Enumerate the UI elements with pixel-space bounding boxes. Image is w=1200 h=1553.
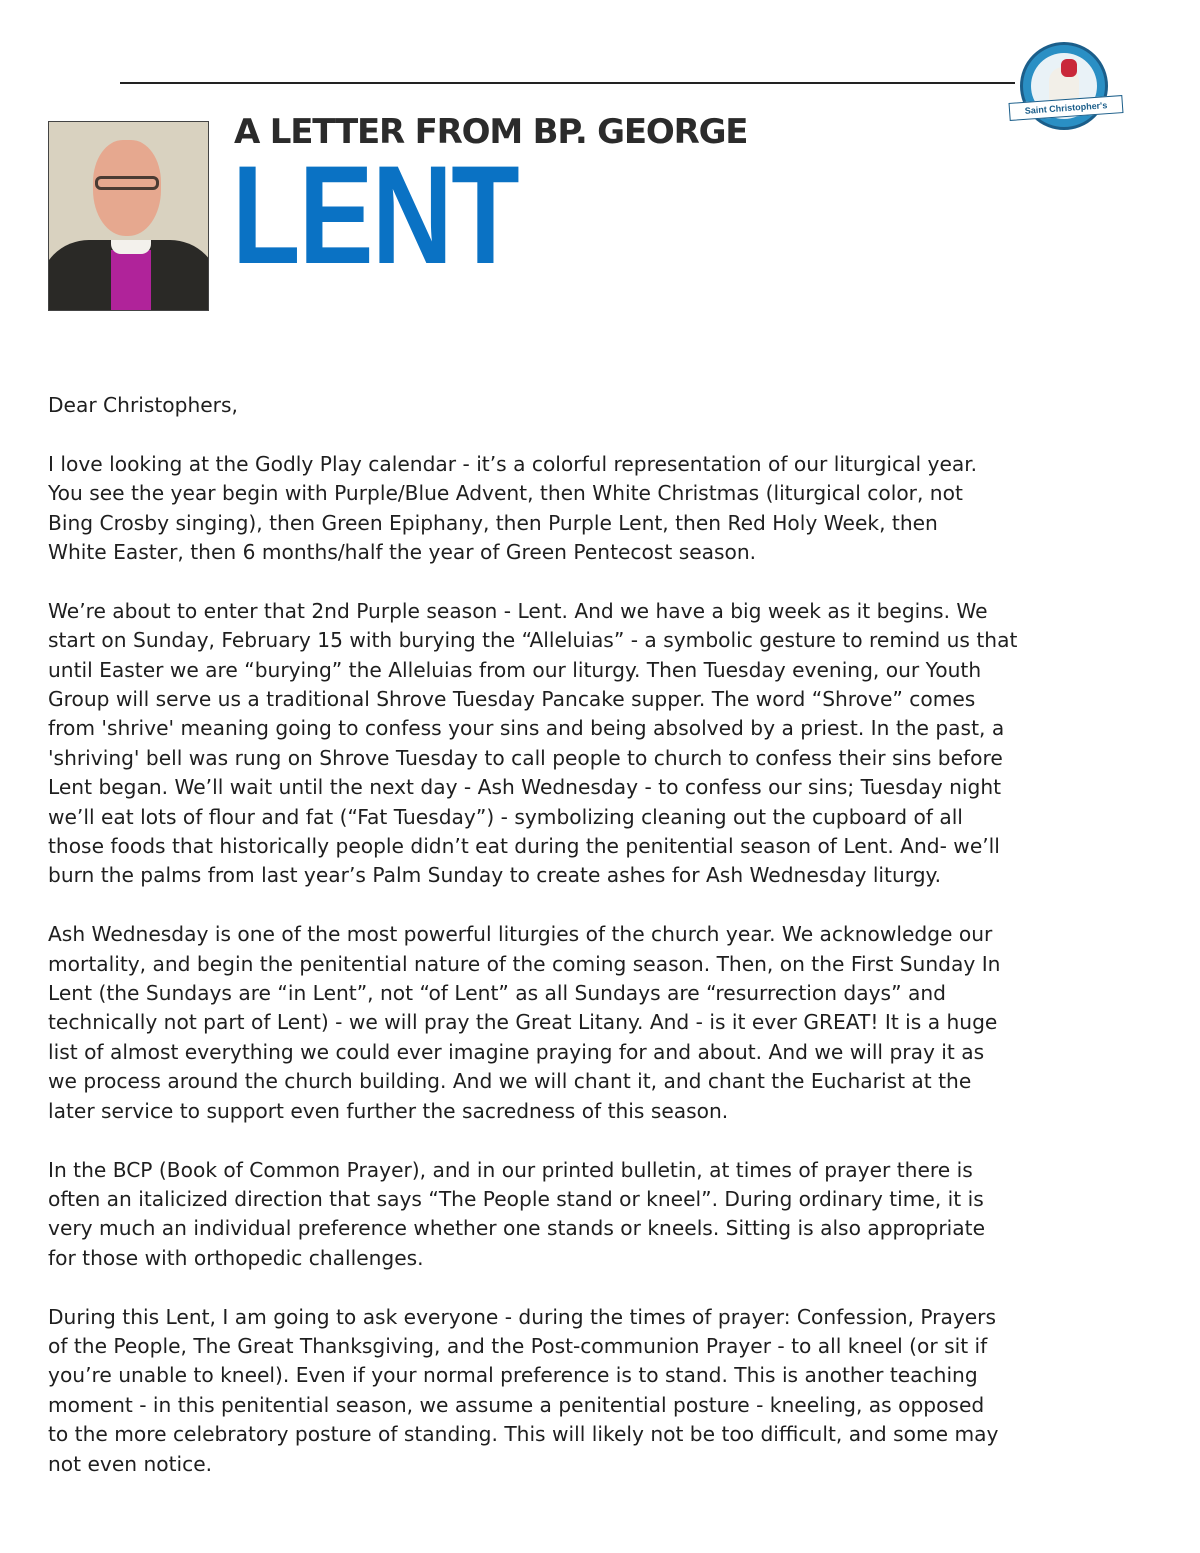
paragraph-line: we’ll eat lots of flour and fat (“Fat Tuesday”) - symbolizing cleaning out the cupboard of all (48, 804, 963, 829)
paragraph-line: list of almost everything we could ever imagine praying for and about. And we will pray it as (48, 1039, 985, 1064)
salutation-text: Dear Christophers, (48, 393, 238, 417)
paragraph-line: start on Sunday, February 15 with burying the “Alleluias” - a symbolic gesture to remind us that (48, 628, 1018, 653)
paragraph-line: During this Lent, I am going to ask everyone - during the times of prayer: Confession, Prayers (48, 1304, 996, 1329)
paragraph (48, 920, 1017, 1126)
logo-banner: Saint Christopher's (1009, 95, 1124, 121)
paragraph (48, 1303, 1017, 1479)
paragraph-line: We’re about to enter that 2nd Purple season - Lent. And we have a big week as it begins. We (48, 598, 988, 623)
paragraph (48, 450, 1017, 568)
page-title: LENT (232, 136, 519, 293)
photo-collar (111, 240, 151, 254)
paragraph-line: I love looking at the Godly Play calendar - it’s a colorful representation of our liturgical year. (48, 451, 978, 476)
paragraph-line: you’re unable to kneel). Even if your normal preference is to stand. This is another teaching (48, 1363, 978, 1388)
saint-christophers-logo (1020, 42, 1108, 130)
paragraph-line: Lent began. We’ll wait until the next day - Ash Wednesday - to confess our sins; Tuesday night (48, 775, 1002, 800)
photo-shirt (111, 250, 151, 311)
paragraph-line: moment - in this penitential season, we assume a penitential posture - kneeling, as opposed (48, 1392, 985, 1417)
paragraph-line: In the BCP (Book of Common Prayer), and in our printed bulletin, at times of prayer there is (48, 1157, 973, 1182)
paragraph-line: of the People, The Great Thanksgiving, and the Post-communion Prayer - to all kneel (or sit if (48, 1333, 988, 1358)
paragraph-line: Ash Wednesday is one of the most powerful liturgies of the church year. We acknowledge our (48, 922, 993, 947)
paragraph-line: for those with orthopedic challenges. (48, 1245, 424, 1270)
letter-body (48, 391, 1017, 1508)
photo-glasses (95, 176, 159, 190)
paragraph-line: very much an individual preference whether one stands or kneels. Sitting is also appropriate (48, 1216, 985, 1241)
paragraph-line: we process around the church building. And we will chant it, and chant the Eucharist at the (48, 1069, 972, 1094)
paragraph-line: from 'shrive' meaning going to confess your sins and being absolved by a priest. In the past, a (48, 716, 1005, 741)
bishop-portrait-photo (48, 121, 209, 311)
paragraph (48, 1156, 1017, 1274)
paragraph-line: Bing Crosby singing), then Green Epiphany, then Purple Lent, then Red Holy Week, then (48, 510, 938, 535)
paragraph-line: those foods that historically people didn’t eat during the penitential season of Lent. And- we’ll (48, 834, 1000, 859)
logo-child-figure (1061, 59, 1077, 77)
paragraph-line: Lent (the Sundays are “in Lent”, not “of Lent” as all Sundays are “resurrection days” and (48, 981, 946, 1006)
paragraph-line: until Easter we are “burying” the Alleluias from our liturgy. Then Tuesday evening, our Youth (48, 657, 982, 682)
salutation (48, 391, 1017, 420)
paragraph-line: You see the year begin with Purple/Blue Advent, then White Christmas (liturgical color, not (48, 481, 963, 506)
paragraph (48, 597, 1017, 891)
paragraph-line: 'shriving' bell was rung on Shrove Tuesday to call people to church to confess their sins before (48, 745, 1003, 770)
paragraph-line: White Easter, then 6 months/half the year of Green Pentecost season. (48, 540, 757, 565)
header-divider (120, 82, 1015, 84)
letter-subtitle: A LETTER FROM BP. GEORGE (234, 112, 748, 152)
paragraph-line: not even notice. (48, 1451, 213, 1476)
paragraph-line: often an italicized direction that says “The People stand or kneel”. During ordinary time, it is (48, 1186, 984, 1211)
paragraph-line: Group will serve us a traditional Shrove Tuesday Pancake supper. The word “Shrove” comes (48, 687, 976, 712)
paragraph-line: later service to support even further the sacredness of this season. (48, 1098, 729, 1123)
letter-paragraphs (48, 450, 1017, 1479)
paragraph-line: burn the palms from last year’s Palm Sunday to create ashes for Ash Wednesday liturgy. (48, 863, 941, 888)
paragraph-line: to the more celebratory posture of standing. This will likely not be too difficult, and some may (48, 1422, 999, 1447)
paragraph-line: technically not part of Lent) - we will pray the Great Litany. And - is it ever GREAT! It is a huge (48, 1010, 998, 1035)
paragraph-line: mortality, and begin the penitential nature of the coming season. Then, on the First Sunday In (48, 951, 1001, 976)
